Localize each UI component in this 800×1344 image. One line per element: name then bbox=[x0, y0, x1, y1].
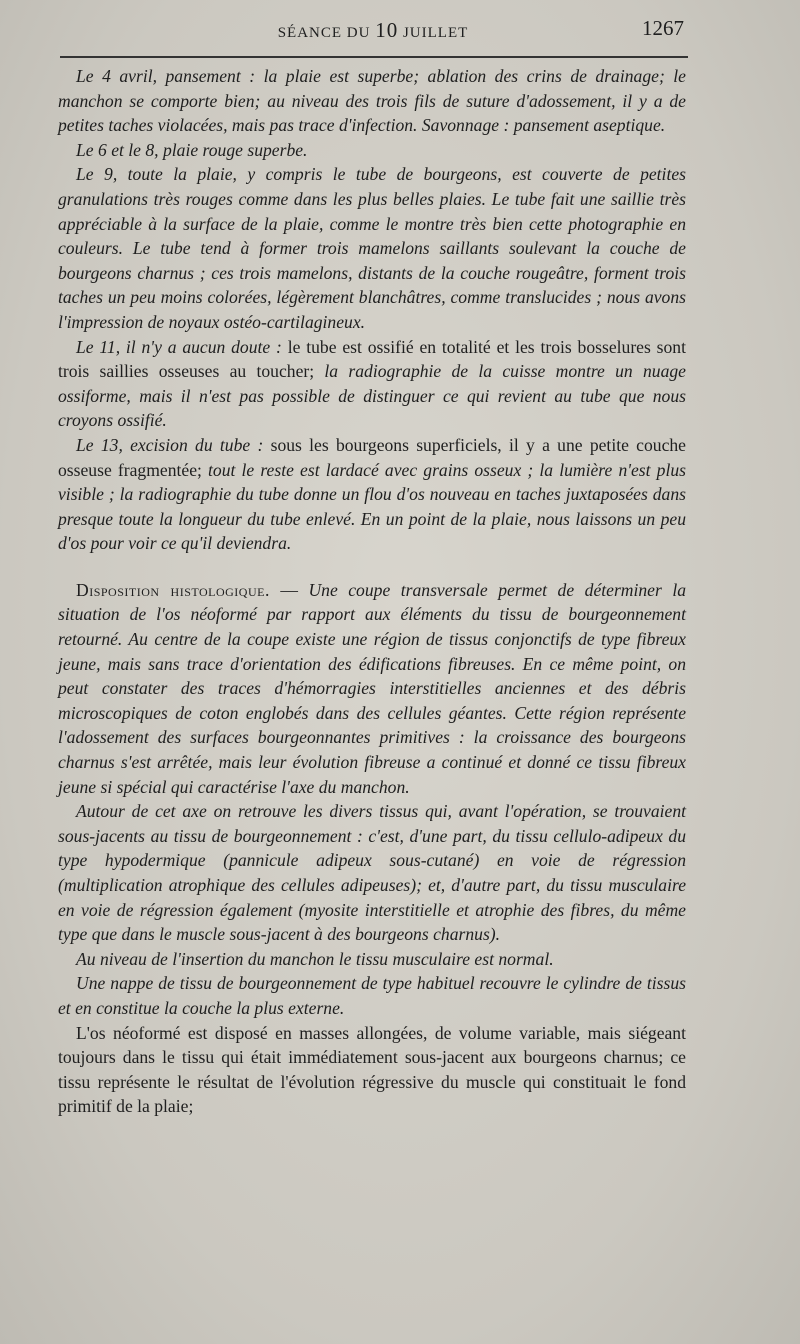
paragraph-nappe: Une nappe de tissu de bourgeonnement de type habituel recouvre le cylindre de tissus et en constitue la couche la plus externe. bbox=[58, 973, 686, 1018]
section-gap bbox=[58, 556, 686, 578]
paragraph-histologie bbox=[58, 578, 686, 799]
paragraph-11 bbox=[58, 335, 686, 433]
paragraph-13-lead: Le 13, excision du tube : bbox=[76, 434, 264, 455]
running-head-date: 10 bbox=[375, 18, 399, 42]
paragraph-os-neoforme: L'os néoformé est disposé en masses allongées, de volume variable, mais siégeant toujours dans le tissu qui était immédiatement sous-jacent aux bourgeons charnus; ce tissu représente le résultat de l'évolution régressive du muscle qui constituait le fond primitif de la plaie; bbox=[58, 1022, 686, 1117]
running-head-post: JUILLET bbox=[398, 25, 469, 41]
paragraph-autour: Autour de cet axe on retrouve les divers tissus qui, avant l'opération, se trouvaient sous-jacents au tissu de bourgeonnement : c'est, d'une part, du tissu cellulo-adipeux du type hypodermique (pannicule adipeux sous-cutané) en voie de régression (multiplication atrophique des cellules adipeuses); et, d'autre part, du tissu musculaire en voie de régression également (myosite interstitielle et atrophie des fibres, du même type que dans le muscle sous-jacent à des bourgeons charnus). bbox=[58, 801, 686, 945]
running-head-pre: SÉANCE DU bbox=[277, 25, 376, 41]
paragraph-11-lead: Le 11, il n'y a aucun doute : bbox=[76, 336, 282, 357]
running-head bbox=[58, 18, 688, 43]
paragraph-13-tail: tout le reste est lardacé avec grains osseux ; la lumière n'est plus visible ; la radiographie du tube donne un flou d'os nouveau en taches juxtaposées dans presque toute la longueur du tube enlevé. En un point de la plaie, nous laissons un peu d'os pour voir ce qu'il deviendra. bbox=[58, 459, 686, 554]
header-rule bbox=[60, 56, 688, 58]
paragraph-insertion: Au niveau de l'insertion du manchon le tissu musculaire est normal. bbox=[76, 948, 554, 969]
paragraph-13-roman: sous les bourgeons superficiels, il y a une petite couche osseuse fragmentée; bbox=[58, 434, 686, 480]
paragraph-11-roman: le tube est ossifié en totalité et les trois bosselures sont trois saillies osseuses au toucher; bbox=[58, 336, 686, 382]
paragraph-histologie-text: Une coupe transversale permet de déterminer la situation de l'os néoformé par rapport aux éléments du tissu de bourgeonnement retourné. Au centre de la coupe existe une région de tissus conjonctifs de type fibreux jeune, mais sans trace d'orientation des édifications fibreuses. En ce même point, on peut constater des traces d'hémorragies interstitielles anciennes et des débris microscopiques de coton englobés dans des cellules géantes. Cette région représente l'adossement des surfaces bourgeonnantes primitives : la croissance des bourgeons charnus s'est arrêtée, mais leur évolution fibreuse a continué et donné ce tissu fibreux jeune si spécial qui caractérise l'axe du manchon. bbox=[58, 579, 687, 797]
paragraph-13 bbox=[58, 433, 686, 556]
paragraph-9: Le 9, toute la plaie, y compris le tube de bourgeons, est couverte de petites granulations très rouges comme dans les plus belles plaies. Le tube fait une saillie très appréciable à la surface de la plaie, comme le montre très bien cette photographie en couleurs. Le tube tend à former trois mamelons saillants soulevant la couche de bourgeons charnus ; ces trois mamelons, distants de la couche rougeâtre, forment trois taches un peu moins colorées, légèrement blanchâtres, comme translucides ; nous avons l'impression de noyaux ostéo-cartilagineux. bbox=[58, 164, 686, 332]
paragraph-4-avril: Le 4 avril, pansement : la plaie est superbe; ablation des crins de drainage; le manchon se comporte bien; au niveau des trois fils de suture d'adossement, il y a de petites taches violacées, mais pas trace d'infection. Savonnage : pansement aseptique. bbox=[58, 66, 686, 136]
body-text bbox=[58, 64, 686, 1119]
paragraph-6-8: Le 6 et le 8, plaie rouge superbe. bbox=[76, 139, 308, 160]
section-heading-histologique: Disposition histologique. bbox=[76, 579, 270, 600]
page-number: 1267 bbox=[642, 16, 684, 40]
heading-dash: — bbox=[269, 579, 309, 600]
page-header bbox=[58, 14, 688, 44]
paragraph-11-tail: la radiographie de la cuisse montre un nuage ossiforme, mais il n'est pas possible de distinguer ce qui revient au tube que nous croyons ossifié. bbox=[58, 361, 686, 431]
